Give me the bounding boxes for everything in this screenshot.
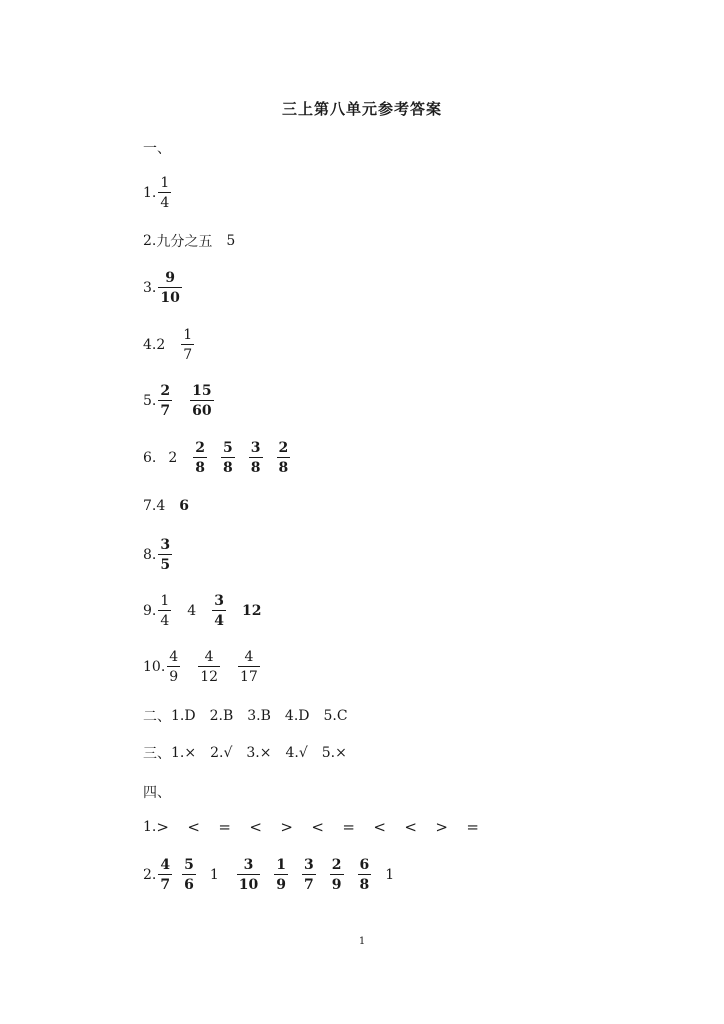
denominator: 7: [158, 400, 172, 418]
answer-10: [143, 650, 262, 684]
fraction: [181, 328, 194, 362]
denominator: 7: [302, 874, 316, 892]
comparison-symbol: >: [156, 818, 169, 836]
section-3-label: 三、: [143, 746, 171, 762]
answer-5: [143, 384, 216, 418]
denominator: 8: [358, 874, 372, 892]
fraction: [330, 858, 344, 892]
answer-number: 1.: [143, 819, 157, 835]
answer-value: 1: [385, 867, 395, 883]
denominator: 8: [221, 457, 235, 475]
numerator: 1: [160, 175, 170, 191]
fraction: [238, 650, 260, 684]
section-4-heading: [143, 782, 171, 802]
denominator: 9: [330, 874, 344, 892]
numerator: 4: [160, 857, 171, 873]
denominator: 10: [158, 287, 181, 305]
fraction: [274, 858, 288, 892]
fraction: [182, 858, 196, 892]
answer-6: [143, 441, 292, 475]
answer-8: [143, 538, 174, 572]
fraction: [158, 538, 172, 572]
denominator: 7: [158, 874, 172, 892]
fraction: [190, 384, 213, 418]
fraction: [158, 858, 172, 892]
fraction: [193, 441, 207, 475]
answer-number: 4.: [143, 337, 157, 353]
section-2-label: 二、: [143, 709, 171, 725]
numerator: 3: [160, 537, 171, 553]
comparison-symbol: >: [280, 818, 293, 836]
comparison-symbol: >: [435, 818, 448, 836]
numerator: 2: [331, 857, 342, 873]
judgement-answer: 3.×: [246, 745, 272, 761]
answer-7: [143, 498, 203, 514]
denominator: 60: [190, 400, 213, 418]
numerator: 3: [214, 593, 224, 609]
fraction: [249, 441, 263, 475]
fraction: [302, 858, 316, 892]
section-4-answer-1: [143, 818, 497, 836]
comparison-symbol: <: [249, 818, 262, 836]
fraction: [198, 650, 220, 684]
section-4-label: 四、: [143, 785, 171, 801]
answer-value: 2: [168, 450, 178, 466]
answer-number: 9.: [143, 603, 157, 619]
denominator: 8: [249, 457, 263, 475]
fraction: [277, 441, 291, 475]
numerator: 4: [169, 649, 179, 665]
answer-value: 4: [156, 498, 166, 514]
numerator: 2: [195, 440, 206, 456]
answer-3: [143, 271, 184, 305]
numerator: 15: [192, 383, 212, 399]
judgement-answer: 1.×: [171, 745, 197, 761]
fraction: [212, 594, 226, 628]
judgement-answer: 4.√: [285, 745, 308, 761]
fraction: [158, 176, 171, 210]
answer-number: 3.: [143, 280, 157, 296]
numerator: 4: [244, 649, 254, 665]
answer-1: [143, 176, 173, 210]
answer-number: 5.: [143, 393, 157, 409]
numerator: 1: [183, 327, 193, 343]
fraction: [158, 271, 181, 305]
section-1-label: 一、: [143, 141, 171, 157]
numerator: 1: [160, 593, 170, 609]
section-1-heading: [143, 138, 171, 158]
fraction: [221, 441, 235, 475]
choice-answer: 4.D: [284, 708, 310, 724]
numerator: 9: [165, 270, 175, 286]
section-4-answer-2: [143, 858, 408, 892]
fraction: [358, 858, 372, 892]
numerator: 5: [184, 857, 194, 873]
fraction: [237, 858, 260, 892]
numerator: 3: [250, 440, 261, 456]
answer-value: 1: [209, 867, 219, 883]
denominator: 7: [181, 344, 194, 362]
denominator: 6: [182, 874, 196, 892]
denominator: 4: [158, 192, 171, 210]
answer-number: 2.: [143, 867, 157, 883]
comparison-symbol: =: [342, 818, 355, 836]
numerator: 2: [160, 383, 171, 399]
fraction: [158, 384, 172, 418]
answer-value: 2: [156, 337, 166, 353]
answer-9: [143, 594, 275, 628]
section-2-answers: [143, 706, 362, 726]
answer-number: 7.: [143, 498, 157, 514]
answer-number: 10.: [143, 659, 166, 675]
numerator: 1: [276, 857, 287, 873]
numerator: 3: [304, 857, 314, 873]
denominator: 4: [212, 610, 226, 628]
answer-value: 12: [241, 603, 262, 619]
fraction: [167, 650, 180, 684]
denominator: 17: [238, 666, 260, 684]
answer-value: 4: [187, 603, 197, 619]
denominator: 8: [193, 457, 207, 475]
answer-value: 5: [226, 233, 236, 249]
denominator: 5: [158, 554, 172, 572]
section-3-answers: [143, 743, 361, 763]
judgement-answer: 5.×: [321, 745, 347, 761]
numerator: 6: [359, 857, 370, 873]
comparison-symbol: <: [187, 818, 200, 836]
answer-number: 6.: [143, 450, 157, 466]
denominator: 10: [237, 874, 260, 892]
answer-number: 8.: [143, 547, 157, 563]
answer-2: [143, 231, 249, 251]
answer-4: [143, 328, 196, 362]
numerator: 5: [223, 440, 233, 456]
comparison-symbol: <: [311, 818, 324, 836]
judgement-answer: 2.√: [210, 745, 233, 761]
numerator: 2: [278, 440, 289, 456]
denominator: 8: [277, 457, 291, 475]
choice-answer: 1.D: [171, 708, 196, 724]
comparison-symbol: <: [373, 818, 386, 836]
answer-number: 1.: [143, 185, 157, 201]
denominator: 9: [274, 874, 288, 892]
answer-text: 九分之五: [156, 234, 213, 250]
denominator: 4: [158, 610, 171, 628]
page-number: 1: [358, 936, 366, 947]
comparison-symbol: =: [466, 818, 479, 836]
choice-answer: 5.C: [323, 708, 348, 724]
page-title: 三上第八单元参考答案: [281, 100, 442, 118]
comparison-symbol: =: [218, 818, 231, 836]
answer-number: 2.: [143, 233, 157, 249]
answer-value: 6: [179, 498, 190, 514]
comparison-symbol: <: [404, 818, 417, 836]
numerator: 4: [204, 649, 214, 665]
choice-answer: 2.B: [209, 708, 234, 724]
fraction: [158, 594, 171, 628]
denominator: 12: [198, 666, 220, 684]
choice-answer: 3.B: [247, 708, 271, 724]
denominator: 9: [167, 666, 180, 684]
numerator: 3: [243, 857, 254, 873]
